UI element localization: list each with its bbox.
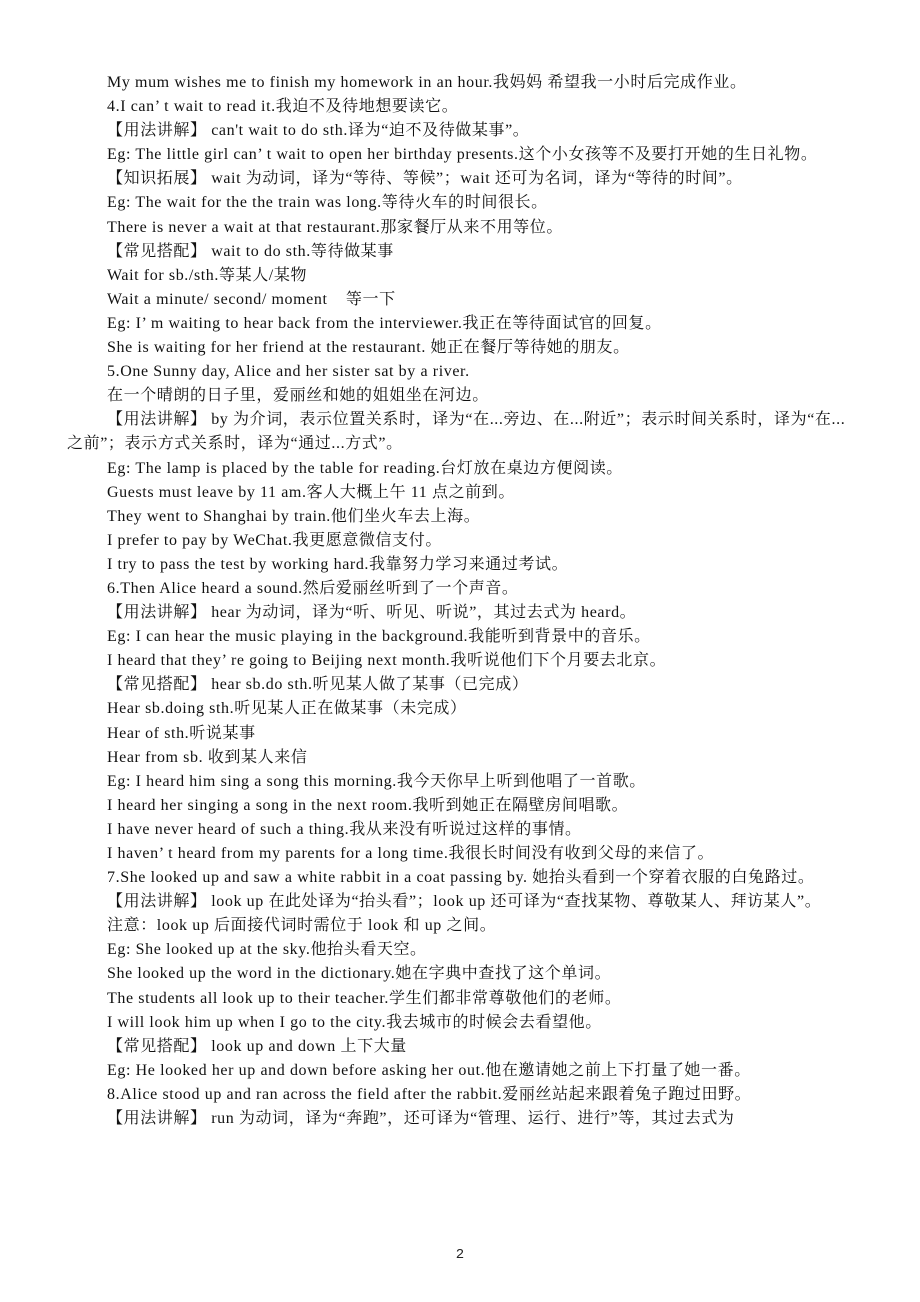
- numbered-sentence-7: 7.She looked up and saw a white rabbit in a coat passing by. 她抬头看到一个穿着衣服的白兔路过。: [107, 869, 815, 887]
- collocation-item: Hear of sth.听说某事: [107, 724, 256, 742]
- collocation-item: Hear sb.doing sth.听见某人正在做某事（未完成）: [107, 700, 467, 718]
- example-sentence: I haven’ t heard from my parents for a long time.我很长时间没有收到父母的来信了。: [107, 845, 715, 862]
- example-sentence: Eg: She looked up at the sky.他抬头看天空。: [107, 941, 427, 959]
- usage-note: 【用法讲解】 hear 为动词，译为“听、听见、听说”，其过去式为 heard。: [107, 604, 637, 622]
- example-sentence: Guests must leave by 11 am.客人大概上午 11 点之前到。: [107, 483, 515, 501]
- example-sentence: The students all look up to their teacher.学生们都非常尊敬他们的老师。: [107, 989, 622, 1007]
- numbered-sentence-4: 4.I can’ t wait to read it.我迫不及待地想要读它。: [107, 98, 459, 116]
- example-sentence: Eg: The little girl can’ t wait to open her birthday presents.这个小女孩等不及要打开她的生日礼物。: [107, 146, 818, 164]
- attention-note: 注意：look up 后面接代词时需位于 look 和 up 之间。: [107, 917, 497, 935]
- collocation-item: Wait a minute/ second/ moment 等一下: [107, 290, 396, 308]
- usage-note: 【用法讲解】 can't wait to do sth.译为“迫不及待做某事”。: [107, 122, 530, 140]
- example-sentence: I have never heard of such a thing.我从来没有听说过这样的事情。: [107, 820, 582, 838]
- example-sentence: My mum wishes me to finish my homework in an hour.我妈妈 希望我一小时后完成作业。: [107, 74, 747, 91]
- usage-note: 【用法讲解】 run 为动词，译为“奔跑”，还可译为“管理、运行、进行”等，其过去式为: [107, 1110, 735, 1128]
- collocation-heading: 【常见搭配】 look up and down 上下大量: [107, 1037, 407, 1055]
- collocation-item: Hear from sb. 收到某人来信: [107, 748, 308, 766]
- document-body: [67, 71, 857, 1131]
- example-sentence: Eg: He looked her up and down before asking her out.他在邀请她之前上下打量了她一番。: [107, 1061, 751, 1079]
- collocation-item: Wait for sb./sth.等某人/某物: [107, 266, 308, 284]
- example-sentence: Eg: I can hear the music playing in the background.我能听到背景中的音乐。: [107, 628, 651, 646]
- example-sentence: They went to Shanghai by train.他们坐火车去上海。: [107, 507, 481, 525]
- numbered-sentence-8: 8.Alice stood up and ran across the field after the rabbit.爱丽丝站起来跟着兔子跑过田野。: [107, 1085, 752, 1103]
- example-sentence: There is never a wait at that restaurant.那家餐厅从来不用等位。: [107, 218, 563, 236]
- example-sentence: She is waiting for her friend at the restaurant. 她正在餐厅等待她的朋友。: [107, 339, 630, 357]
- usage-note: 【用法讲解】 look up 在此处译为“抬头看”；look up 还可译为“查找某物、尊敬某人、拜访某人”。: [107, 893, 822, 911]
- example-sentence: I try to pass the test by working hard.我靠努力学习来通过考试。: [107, 555, 569, 573]
- example-sentence: I heard her singing a song in the next room.我听到她正在隔壁房间唱歌。: [107, 796, 629, 814]
- usage-note: 【用法讲解】 by 为介词，表示位置关系时，译为“在...旁边、在...附近”；表示时间关系时，译为“在...之前”；表示方式关系时，译为“通过...方式”。: [67, 411, 846, 453]
- collocation-heading: 【常见搭配】 wait to do sth.等待做某事: [107, 242, 394, 260]
- example-sentence: Eg: The wait for the the train was long.等待火车的时间很长。: [107, 194, 548, 212]
- numbered-sentence-5: 5.One Sunny day, Alice and her sister sat by a river.: [107, 363, 470, 381]
- example-sentence: She looked up the word in the dictionary.她在字典中查找了这个单词。: [107, 965, 612, 983]
- knowledge-extension: 【知识拓展】 wait 为动词，译为“等待、等候”；wait 还可为名词，译为“等待的时间”。: [107, 170, 743, 188]
- example-sentence: Eg: The lamp is placed by the table for reading.台灯放在桌边方便阅读。: [107, 459, 623, 477]
- example-sentence: I heard that they’ re going to Beijing next month.我听说他们下个月要去北京。: [107, 652, 667, 670]
- example-sentence: Eg: I heard him sing a song this morning.我今天你早上听到他唱了一首歌。: [107, 772, 646, 790]
- example-sentence: Eg: I’ m waiting to hear back from the interviewer.我正在等待面试官的回复。: [107, 314, 662, 332]
- example-sentence: I prefer to pay by WeChat.我更愿意微信支付。: [107, 531, 442, 549]
- translation: 在一个晴朗的日子里，爱丽丝和她的姐姐坐在河边。: [107, 387, 489, 405]
- collocation-heading: 【常见搭配】 hear sb.do sth.听见某人做了某事（已完成）: [107, 676, 529, 694]
- example-sentence: I will look him up when I go to the city.我去城市的时候会去看望他。: [107, 1013, 602, 1031]
- page-number: 2: [455, 1247, 465, 1263]
- numbered-sentence-6: 6.Then Alice heard a sound.然后爱丽丝听到了一个声音。: [107, 579, 519, 597]
